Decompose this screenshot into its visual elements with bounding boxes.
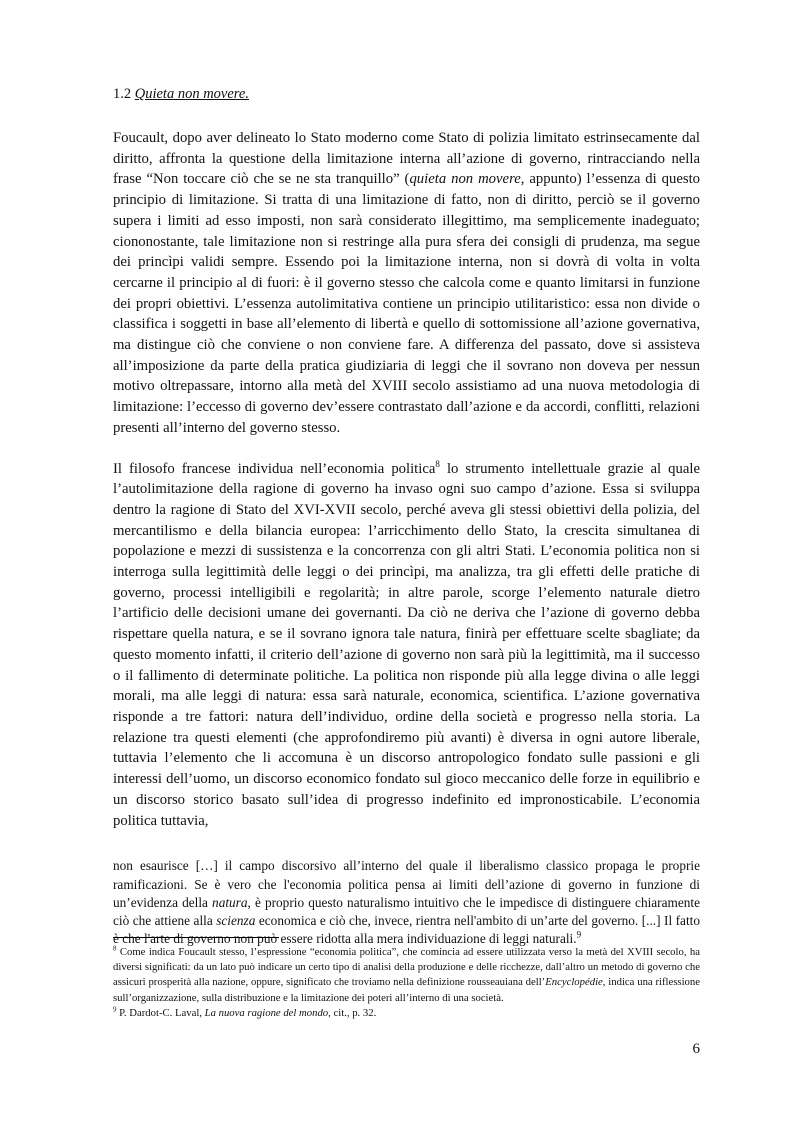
- footnote-9-italic: La nuova ragione del mondo: [204, 1006, 329, 1019]
- footnotes: [113, 945, 700, 1021]
- page-number: 6: [692, 1041, 700, 1057]
- footnote-ref-9[interactable]: 9: [576, 929, 582, 940]
- paragraph-1-italic: quieta non movere: [409, 171, 521, 188]
- footnote-9-text-cont: , cit., p. 32.: [328, 1006, 377, 1019]
- footnote-8-italic: Encyclopédie: [545, 976, 603, 989]
- page-body: [113, 84, 700, 949]
- quote-text: non esaurisce […] il campo discorsivo all’interno del quale il liberalismo classico propaga le proprie ramificazioni. Se è vero che l'economia politica pensa ai limiti dell’azione di governo in funzione di un’evidenza della: [113, 858, 700, 910]
- quote-italic-natura: natura: [212, 894, 248, 910]
- footnote-8-text-cont: , indica una riflessione sull’organizzazione, sulla distribuzione e la limitazione dei poteri all’interno di una società.: [113, 976, 700, 1004]
- quote-text-end: economica e ciò che, invece, rientra nell'ambito di un’arte del governo. [...] Il fatto è che l'arte di governo non può essere ridotta alla mera individuazione di leggi naturali.: [113, 913, 700, 947]
- footnote-8-number: 8: [113, 944, 117, 953]
- footnote-8: [113, 945, 700, 1006]
- quote-text-cont: , è proprio questo naturalismo intuitivo che le impedisce di distinguere chiaramente ciò che attiene alla: [113, 894, 701, 929]
- paragraph-1: [113, 128, 700, 439]
- quote-italic-scienza: scienza: [216, 913, 256, 929]
- paragraph-2: [113, 459, 700, 832]
- block-quote: [113, 857, 700, 948]
- footnote-8-text: Come indica Foucault stesso, l’espressione “economia politica”, che comincia ad essere utilizzata verso la metà del XVIII secolo, ha diversi significati: da un lato può indicare un certo tipo di analisi della produzione e delle ricchezze, dall’altro un metodo di governo che assicuri prosperità alla nazione, oppure, significato che troviamo nella definizione rousseauiana dell’: [113, 946, 700, 989]
- footnote-9-text: P. Dardot-C. Laval,: [116, 1006, 205, 1019]
- footnote-9-number: 9: [113, 1005, 117, 1014]
- paragraph-1-text: Foucault, dopo aver delineato lo Stato moderno come Stato di polizia limitato estrinsecamente dal diritto, affronta la questione della limitazione interna all’azione di governo, rintracciando nella frase “Non toccare ciò che se ne sta tranquillo” (: [113, 130, 700, 188]
- paragraph-2-text-cont: lo strumento intellettuale grazie al quale l’autolimitazione della ragione di governo ha invaso ogni suo campo d’azione. Essa si sviluppa dentro la ragione di Stato del XVI-XVII secolo, perché aveva gli stessi obiettivi della polizia, del mercantilismo e della bilancia europea: l’arricchimento dello Stato, la crescita simultanea di popolazione e mezzi di sussistenza e la concorrenza con gli altri Stati. L’economia politica non si interroga sulla legittimità delle leggi o dei princìpi, ma analizza, tra gli effetti delle pratiche di governo, processi intelligibili e regolarità; in altre parole, scorge l’elemento naturale dietro l’artificio delle decisioni umane dei governanti. Da ciò ne deriva che l’azione di governo debba rispettare quella natura, e se il sovrano ignora tale natura, finirà per effettuare scelte sbagliate; da questo momento infatti, il criterio dell’azione di governo non sarà più la legittimità, ma il successo o il fallimento di determinate politiche. La politica non risponde più alla legge divina o alle leggi morali, ma alle leggi di natura: essa sarà naturale, economica, scientifica. L’azione governativa risponde a tre fattori: natura dell’individuo, ordine della società e progresso nella storia. La relazione tra questi elementi (che approfondiremo più avanti) è diversa in ogni autore liberale, tuttavia l’elemento che li accomuna è un discorso antropologico fondato sulle passioni e gli interessi dell’uomo, un discorso economico fondato sul gioco meccanico delle forze in equilibrio e un discorso storico basato sull’idea di progresso indefinito ed impronosticabile. L’economia politica tuttavia,: [113, 460, 700, 829]
- footnote-ref-8[interactable]: 8: [435, 458, 440, 469]
- paragraph-1-text-cont: , appunto) l’essenza di questo principio di limitazione. Si tratta di una limitazione di fatto, non di diritto, perciò se il governo supera i limiti ad esso imposti, non sarà considerato illegittimo, ma semplicemente inadeguato; ciononostante, tale limitazione non si restringe alla pura sfera dei consigli di prudenza, ma segue dei princìpi validi sempre. Essendo poi la limitazione interna, non si dovrà di volta in volta cercarne il principio al di fuori: è il governo stesso che calcola come e quanto limitarsi in funzione dei propri obiettivi. L’essenza autolimitativa contiene un principio utilitaristico: essa non divide o classifica i soggetti in base all’elemento di libertà e quello di sottomissione all’azione governativa, ma distingue ciò che conviene o non conviene fare. A differenza del passato, dove si assisteva all’imposizione da parte della pratica giudiziaria di leggi che il sovrano non doveva per nessun motivo oltrepassare, intorno alla metà del XVIII secolo assistiamo ad una nuova metodologia di limitazione: l’eccesso di governo dev’essere contrastato dall’azione e da accordi, conflitti, relazioni presenti all’interno del governo stesso.: [113, 171, 700, 436]
- section-number: 1.2: [113, 86, 135, 102]
- footnote-divider: [113, 937, 279, 938]
- paragraph-2-text: Il filosofo francese individua nell’economia politica: [113, 460, 436, 477]
- section-title: Quieta non movere.: [134, 86, 249, 102]
- footnote-9: [113, 1006, 700, 1021]
- section-heading: [113, 84, 700, 104]
